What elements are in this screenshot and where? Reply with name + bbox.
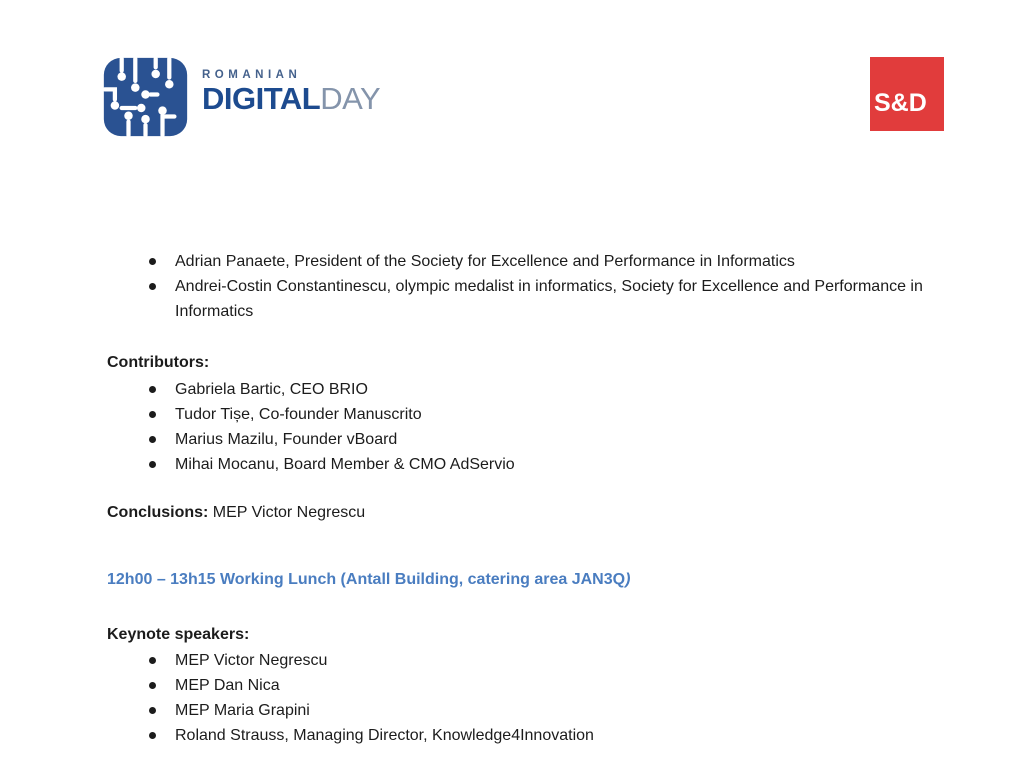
sd-logo-text: S&D [874, 89, 927, 117]
list-item: Tudor Tișe, Co-founder Manuscrito [107, 402, 937, 427]
list-item: Gabriela Bartic, CEO BRIO [107, 377, 937, 402]
logo-day-text: DAY [320, 81, 381, 116]
contributors-list [107, 377, 937, 477]
intro-speakers-list [107, 249, 937, 324]
conclusions-line [107, 500, 365, 525]
contributors-heading: Contributors: [107, 354, 210, 371]
working-lunch-heading-text: 12h00 – 13h15 Working Lunch (Antall Building, catering area JAN3Q [107, 571, 626, 588]
keynote-speakers-heading: Keynote speakers: [107, 626, 250, 643]
logo-romanian-text: ROMANIAN [202, 69, 302, 81]
list-item: Marius Mazilu, Founder vBoard [107, 427, 937, 452]
working-lunch-heading [107, 567, 630, 592]
sd-logo [870, 57, 944, 131]
logo-wordmark [202, 57, 380, 115]
romanian-digital-day-logo [103, 57, 380, 137]
list-item: MEP Victor Negrescu [107, 648, 937, 673]
list-item: MEP Dan Nica [107, 673, 937, 698]
list-item: MEP Maria Grapini [107, 698, 937, 723]
circuit-icon [103, 57, 188, 137]
working-lunch-heading-paren: ) [625, 571, 631, 588]
keynote-speakers-list [107, 648, 937, 748]
conclusions-value: MEP Victor Negrescu [212, 504, 366, 521]
list-item: Andrei-Costin Constantinescu, olympic medalist in informatics, Society for Excellence and Performance in Informatics [107, 274, 937, 324]
conclusions-label: Conclusions: [107, 504, 209, 521]
list-item: Mihai Mocanu, Board Member & CMO AdServio [107, 452, 937, 477]
list-item: Adrian Panaete, President of the Society for Excellence and Performance in Informatics [107, 249, 937, 274]
list-item: Roland Strauss, Managing Director, Knowledge4Innovation [107, 723, 937, 748]
logo-digital-text: DIGITAL [202, 81, 321, 116]
